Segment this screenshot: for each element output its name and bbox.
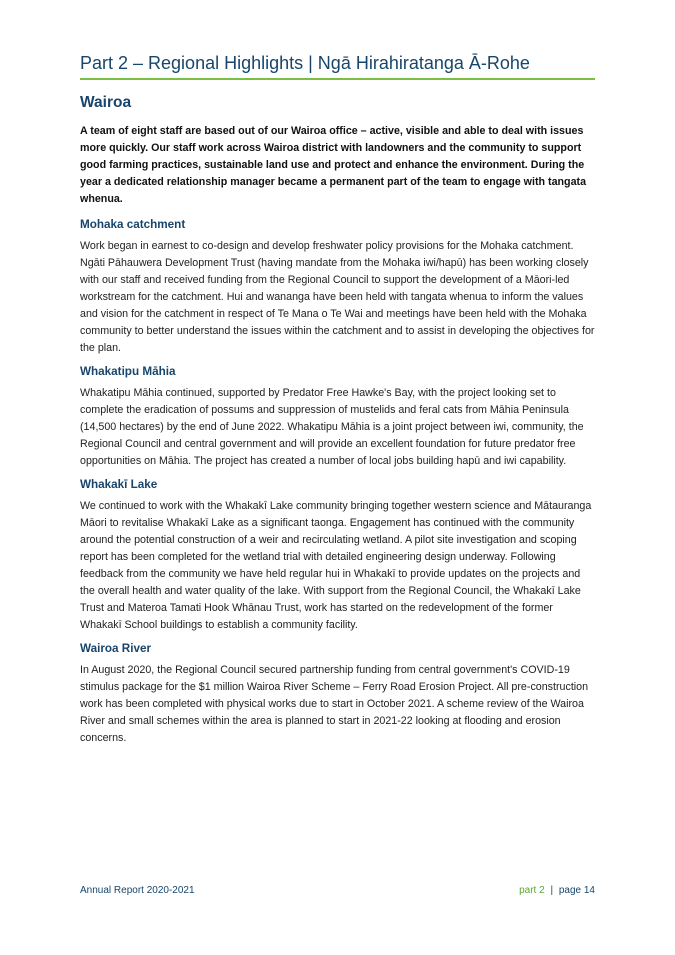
footer-page-number: page 14: [558, 885, 595, 896]
main-content: [80, 93, 595, 754]
footer-separator: |: [550, 885, 554, 896]
footer-page-info: [519, 885, 595, 896]
subsection-heading: Whakatipu Māhia: [80, 365, 176, 378]
subsection-body: Whakatipu Māhia continued, supported by Predator Free Hawke's Bay, with the project looking set to complete the eradication of possums and suppression of mustelids and feral cats from Māhia Peninsula (14,500 hectares) by the end of June 2022. Whakatipu Māhia is a joint project between iwi, community, the Regional Council and central government and will provide an excellent foundation for future predator free opportunities on Māhia. The project has created a number of local jobs building hapū and iwi capability.: [80, 387, 584, 467]
subsection-body: Work began in earnest to co-design and develop freshwater policy provisions for the Mohaka catchment. Ngāti Pāhauwera Development Trust (having mandate from the Mohaka iwi/hapū) has been working closely with our staff and received funding from the Regional Council to support the development of a Māori-led workstream for the catchment. Hui and wananga have been held with tangata whenua to inform the values and vision for the catchment in respect of Te Mana o Te Wai and meetings have been held with the Mohaka community to better understand the issues within the catchment and to assist in developing the objectives for the plan.: [80, 240, 595, 354]
subsection-mohaka: [80, 217, 595, 357]
page-header-title: Part 2 – Regional Highlights | Ngā Hirahiratanga Ā-Rohe: [80, 53, 530, 73]
subsection-heading: Wairoa River: [80, 642, 152, 655]
subsection-whakatipu-mahia: [80, 364, 595, 470]
section-title: Wairoa: [80, 94, 132, 111]
footer-report-title: Annual Report 2020-2021: [80, 885, 195, 896]
subsection-body: In August 2020, the Regional Council secured partnership funding from central government's COVID-19 stimulus package for the $1 million Wairoa River Scheme – Ferry Road Erosion Project. All pre-construction work has been completed with physical works due to start in October 2021. A scheme review of the Wairoa River and small schemes within the area is planned to start in 2021-22 looking at flooding and erosion concerns.: [80, 664, 589, 744]
subsection-body: We continued to work with the Whakakī Lake community bringing together western science and Mātauranga Māori to revitalise Whakakī Lake as a significant taonga. Engagement has continued with the community around the potential construction of a weir and recirculating wetland. A pilot site investigation and scoping report has been completed for the wetland trial with detailed engineering design underway. Following feedback from the community we have held regular hui in Whakakī to provide updates on the projects and the overall health and water quality of the lake. With support from the Regional Council, the Whakakī Lake Trust and Materoa Tamati Hook Whānau Trust, work has started on the redevelopment of the former Whakakī School buildings to establish a community facility.: [80, 500, 592, 631]
subsection-wairoa-river: [80, 641, 595, 747]
section-intro: A team of eight staff are based out of our Wairoa office – active, visible and able to deal with issues more quickly. Our staff work across Wairoa district with landowners and the community to support good farming practices, sustainable land use and protect and enhance the environment. During the year a dedicated relationship manager became a permanent part of the team to engage with tangata whenua.: [80, 125, 587, 205]
subsection-heading: Whakakī Lake: [80, 478, 158, 491]
page-header: [80, 52, 595, 80]
footer-part-label: part 2: [519, 885, 545, 896]
subsection-whakaki-lake: [80, 477, 595, 634]
subsection-heading: Mohaka catchment: [80, 218, 186, 231]
page-footer: [80, 885, 595, 901]
